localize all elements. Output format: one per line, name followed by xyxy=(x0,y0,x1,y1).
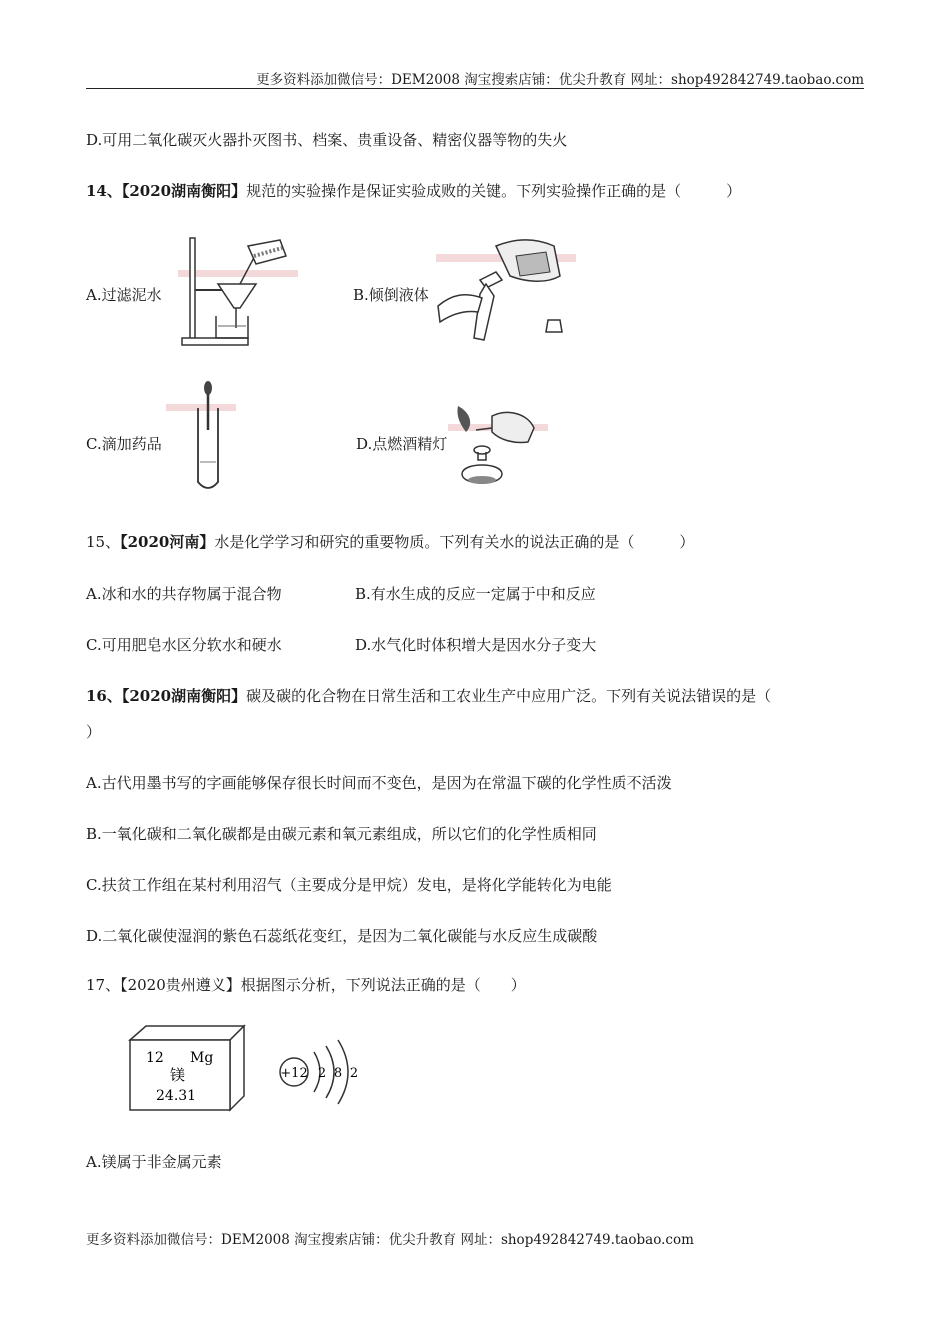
q15-source: 【2020河南】 xyxy=(120,533,215,551)
header-divider xyxy=(86,88,864,89)
q17-question xyxy=(86,975,526,995)
q14-option-b: B.倾倒液体 xyxy=(353,286,429,304)
q15-stem: 水是化学学习和研究的重要物质。下列有关水的说法正确的是（ ） xyxy=(214,533,695,551)
q16-question xyxy=(86,686,771,706)
q17-source: 【2020贵州遵义】 xyxy=(120,976,241,994)
q16-option-d: D.二氧化碳使湿润的紫色石蕊纸花变红，是因为二氧化碳能与水反应生成碳酸 xyxy=(86,927,598,945)
q16-number: 16、 xyxy=(86,687,122,705)
shell-electrons-2: 8 xyxy=(333,1066,343,1081)
q13-option-d: D.可用二氧化碳灭火器扑灭图书、档案、贵重设备、精密仪器等物的失火 xyxy=(86,131,568,149)
filtration-illustration xyxy=(178,232,298,350)
alcohol-lamp-illustration xyxy=(448,402,548,494)
q15-question xyxy=(86,532,694,552)
q14-option-d: D.点燃酒精灯 xyxy=(356,435,448,453)
q16-stem-continued: ） xyxy=(86,723,102,741)
q15-option-c: C.可用肥皂水区分软水和硬水 xyxy=(86,636,282,654)
q17-number: 17、 xyxy=(86,976,121,994)
electron-shell-2 xyxy=(326,1046,334,1098)
shell-electrons-3: 2 xyxy=(349,1066,359,1081)
q16-source: 【2020湖南衡阳】 xyxy=(121,687,247,705)
q15-option-d: D.水气化时体积增大是因水分子变大 xyxy=(355,636,597,654)
q16-option-b: B.一氧化碳和二氧化碳都是由碳元素和氧元素组成，所以它们的化学性质相同 xyxy=(86,825,597,843)
q15-option-a: A.冰和水的共存物属于混合物 xyxy=(86,585,282,603)
q14-number: 14、 xyxy=(86,182,122,200)
q14-question xyxy=(86,181,741,201)
q14-source: 【2020湖南衡阳】 xyxy=(121,182,247,200)
q14-option-a: A.过滤泥水 xyxy=(86,286,162,304)
q17-stem: 根据图示分析，下列说法正确的是（ ） xyxy=(240,976,526,994)
q17-option-a: A.镁属于非金属元素 xyxy=(86,1153,222,1171)
q14-stem: 规范的实验操作是保证实验成败的关键。下列实验操作正确的是（ ） xyxy=(246,182,742,200)
periodic-element-card xyxy=(126,1024,250,1114)
dropper-illustration xyxy=(166,378,236,496)
element-name: 镁 xyxy=(170,1066,186,1084)
q15-option-b: B.有水生成的反应一定属于中和反应 xyxy=(355,585,596,603)
shell-electrons-1: 2 xyxy=(317,1066,327,1081)
nucleus-charge: +12 xyxy=(280,1066,308,1081)
element-atomic-mass: 24.31 xyxy=(156,1088,197,1104)
q16-option-c: C.扶贫工作组在某村利用沼气（主要成分是甲烷）发电，是将化学能转化为电能 xyxy=(86,876,612,894)
pouring-liquid-illustration xyxy=(436,236,576,346)
atomic-structure-diagram xyxy=(276,1038,366,1106)
q14-option-c: C.滴加药品 xyxy=(86,435,162,453)
q15-number: 15、 xyxy=(86,533,121,551)
element-atomic-number: 12 xyxy=(146,1050,164,1066)
q16-option-a: A.古代用墨书写的字画能够保存很长时间而不变色，是因为在常温下碳的化学性质不活泼 xyxy=(86,774,672,792)
element-symbol: Mg xyxy=(190,1050,214,1066)
page-footer: 更多资料添加微信号：DEM2008 淘宝搜索店铺：优尖升教育 网址：shop492842749.taobao.com xyxy=(86,1232,694,1248)
q16-stem: 碳及碳的化合物在日常生活和工农业生产中应用广泛。下列有关说法错误的是（ xyxy=(246,687,772,705)
page-header: 更多资料添加微信号：DEM2008 淘宝搜索店铺：优尖升教育 网址：shop492842749.taobao.com xyxy=(256,72,864,88)
